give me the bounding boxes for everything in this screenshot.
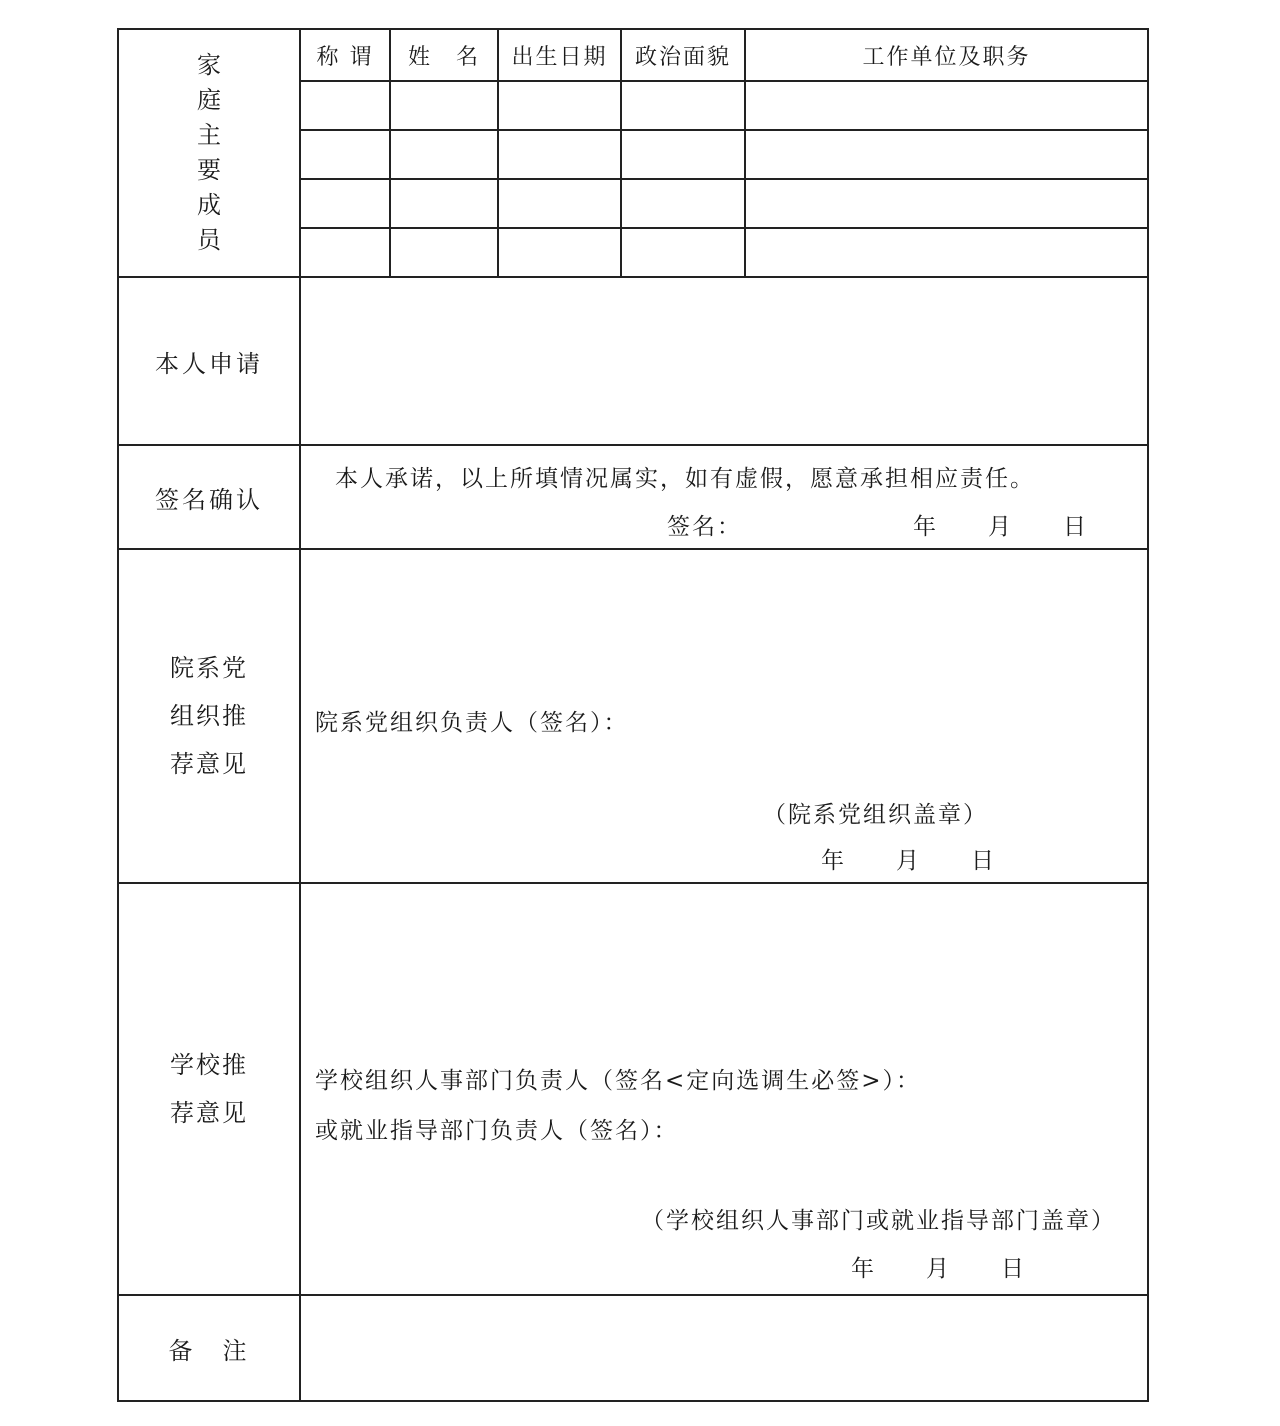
family-label-char: 成 xyxy=(197,191,221,219)
employment-signer-line[interactable]: 或就业指导部门负责人（签名）： xyxy=(315,1118,679,1144)
remarks-row xyxy=(118,1295,1148,1401)
school-seal-note: （学校组织人事部门或就业指导部门盖章） xyxy=(641,1208,1116,1234)
school-date: 年 月 日 xyxy=(851,1256,1026,1282)
school-opinion-label xyxy=(118,883,300,1295)
confirmation-label: 签名确认 xyxy=(118,445,300,549)
application-content[interactable] xyxy=(300,277,1148,445)
party-label-line: 荐意见 xyxy=(170,750,248,778)
name-cell[interactable] xyxy=(390,81,498,130)
col-header-relation: 称 谓 xyxy=(300,29,390,81)
work-unit-cell[interactable] xyxy=(745,228,1148,277)
party-label-line: 院系党 xyxy=(170,654,248,682)
application-row xyxy=(118,277,1148,445)
birth-date-cell[interactable] xyxy=(498,228,621,277)
work-unit-cell[interactable] xyxy=(745,130,1148,179)
school-label-line: 荐意见 xyxy=(170,1099,248,1127)
family-members-label xyxy=(118,29,300,277)
party-label-line: 组织推 xyxy=(170,702,248,730)
political-status-cell[interactable] xyxy=(621,81,745,130)
application-label: 本人申请 xyxy=(118,277,300,445)
col-header-political-status: 政治面貌 xyxy=(621,29,745,81)
family-label-char: 要 xyxy=(197,156,221,184)
party-seal-note: （院系党组织盖章） xyxy=(763,802,988,828)
confirmation-content xyxy=(300,445,1148,549)
birth-date-cell[interactable] xyxy=(498,179,621,228)
party-date: 年 月 日 xyxy=(821,848,996,874)
relation-cell[interactable] xyxy=(300,81,390,130)
name-cell[interactable] xyxy=(390,228,498,277)
family-header-row xyxy=(118,29,1148,81)
name-cell[interactable] xyxy=(390,130,498,179)
birth-date-cell[interactable] xyxy=(498,81,621,130)
school-signer-line[interactable]: 学校组织人事部门负责人（签名<定向选调生必签>）： xyxy=(315,1068,922,1094)
confirmation-row xyxy=(118,445,1148,549)
political-status-cell[interactable] xyxy=(621,130,745,179)
family-label-char: 庭 xyxy=(197,86,221,114)
remarks-label: 备 注 xyxy=(118,1295,300,1401)
relation-cell[interactable] xyxy=(300,130,390,179)
work-unit-cell[interactable] xyxy=(745,179,1148,228)
confirmation-date: 年 月 日 xyxy=(913,514,1088,540)
school-label-line: 学校推 xyxy=(170,1051,248,1079)
col-header-name: 姓 名 xyxy=(390,29,498,81)
party-signer-line[interactable]: 院系党组织负责人（签名）： xyxy=(315,710,629,736)
relation-cell[interactable] xyxy=(300,228,390,277)
work-unit-cell[interactable] xyxy=(745,81,1148,130)
family-label-char: 家 xyxy=(197,51,221,79)
col-header-birth-date: 出生日期 xyxy=(498,29,621,81)
family-label-char: 员 xyxy=(197,226,221,254)
political-status-cell[interactable] xyxy=(621,179,745,228)
col-header-work-unit: 工作单位及职务 xyxy=(745,29,1148,81)
party-opinion-label xyxy=(118,549,300,883)
remarks-content[interactable] xyxy=(300,1295,1148,1401)
party-opinion-content xyxy=(300,549,1148,883)
party-opinion-row xyxy=(118,549,1148,883)
political-status-cell[interactable] xyxy=(621,228,745,277)
pledge-text: 本人承诺，以上所填情况属实，如有虚假，愿意承担相应责任。 xyxy=(335,466,1035,492)
sign-label[interactable]: 签名： xyxy=(667,514,742,540)
birth-date-cell[interactable] xyxy=(498,130,621,179)
relation-cell[interactable] xyxy=(300,179,390,228)
school-opinion-content xyxy=(300,883,1148,1295)
family-label-char: 主 xyxy=(197,121,221,149)
registration-form-table xyxy=(117,28,1149,1402)
school-opinion-row xyxy=(118,883,1148,1295)
name-cell[interactable] xyxy=(390,179,498,228)
